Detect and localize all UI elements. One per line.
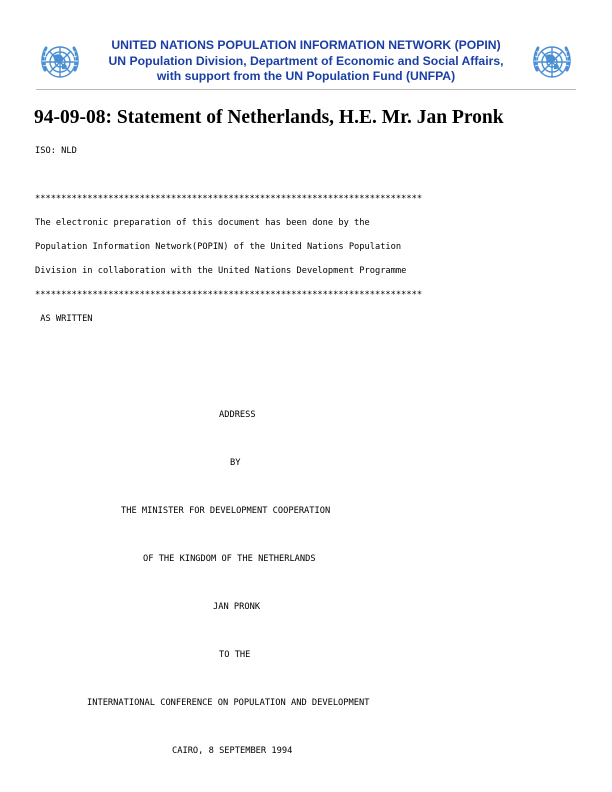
address-line: INTERNATIONAL CONFERENCE ON POPULATION AND DEVELOPMENT <box>87 698 370 708</box>
as-written-note: AS WRITTEN <box>35 314 93 324</box>
header-line-3: with support from the UN Population Fund (UNFPA) <box>156 69 456 83</box>
address-line: BY <box>230 458 241 468</box>
preface-line: The electronic preparation of this document has been done by the <box>35 218 370 228</box>
address-line: OF THE KINGDOM OF THE NETHERLANDS <box>143 554 316 564</box>
address-line: CAIRO, 8 SEPTEMBER 1994 <box>172 746 293 756</box>
un-emblem-icon <box>528 38 576 86</box>
iso-code: ISO: NLD <box>35 146 77 156</box>
address-heading: ADDRESS <box>219 410 256 420</box>
page-title: 94-09-08: Statement of Netherlands, H.E. Mr. Jan Pronk <box>34 107 504 128</box>
header-line-1: UNITED NATIONS POPULATION INFORMATION NETWORK (POPIN) <box>111 38 501 52</box>
preface-line: Division in collaboration with the United Nations Development Programme <box>35 266 407 276</box>
preface-line: Population Information Network(POPIN) of the United Nations Population <box>35 242 402 252</box>
header-line-2: UN Population Division, Department of Economic and Social Affairs, <box>108 53 504 68</box>
popin-header <box>36 36 576 88</box>
star-rule-bottom: ************************************************************************** <box>35 290 423 300</box>
address-line: THE MINISTER FOR DEVELOPMENT COOPERATION <box>121 506 331 516</box>
star-rule-top: ************************************************************************** <box>35 194 423 204</box>
un-emblem-icon <box>36 38 84 86</box>
header-divider <box>36 89 576 90</box>
address-line: JAN PRONK <box>213 602 261 612</box>
address-line: TO THE <box>219 650 251 660</box>
popin-header-text <box>92 38 520 85</box>
